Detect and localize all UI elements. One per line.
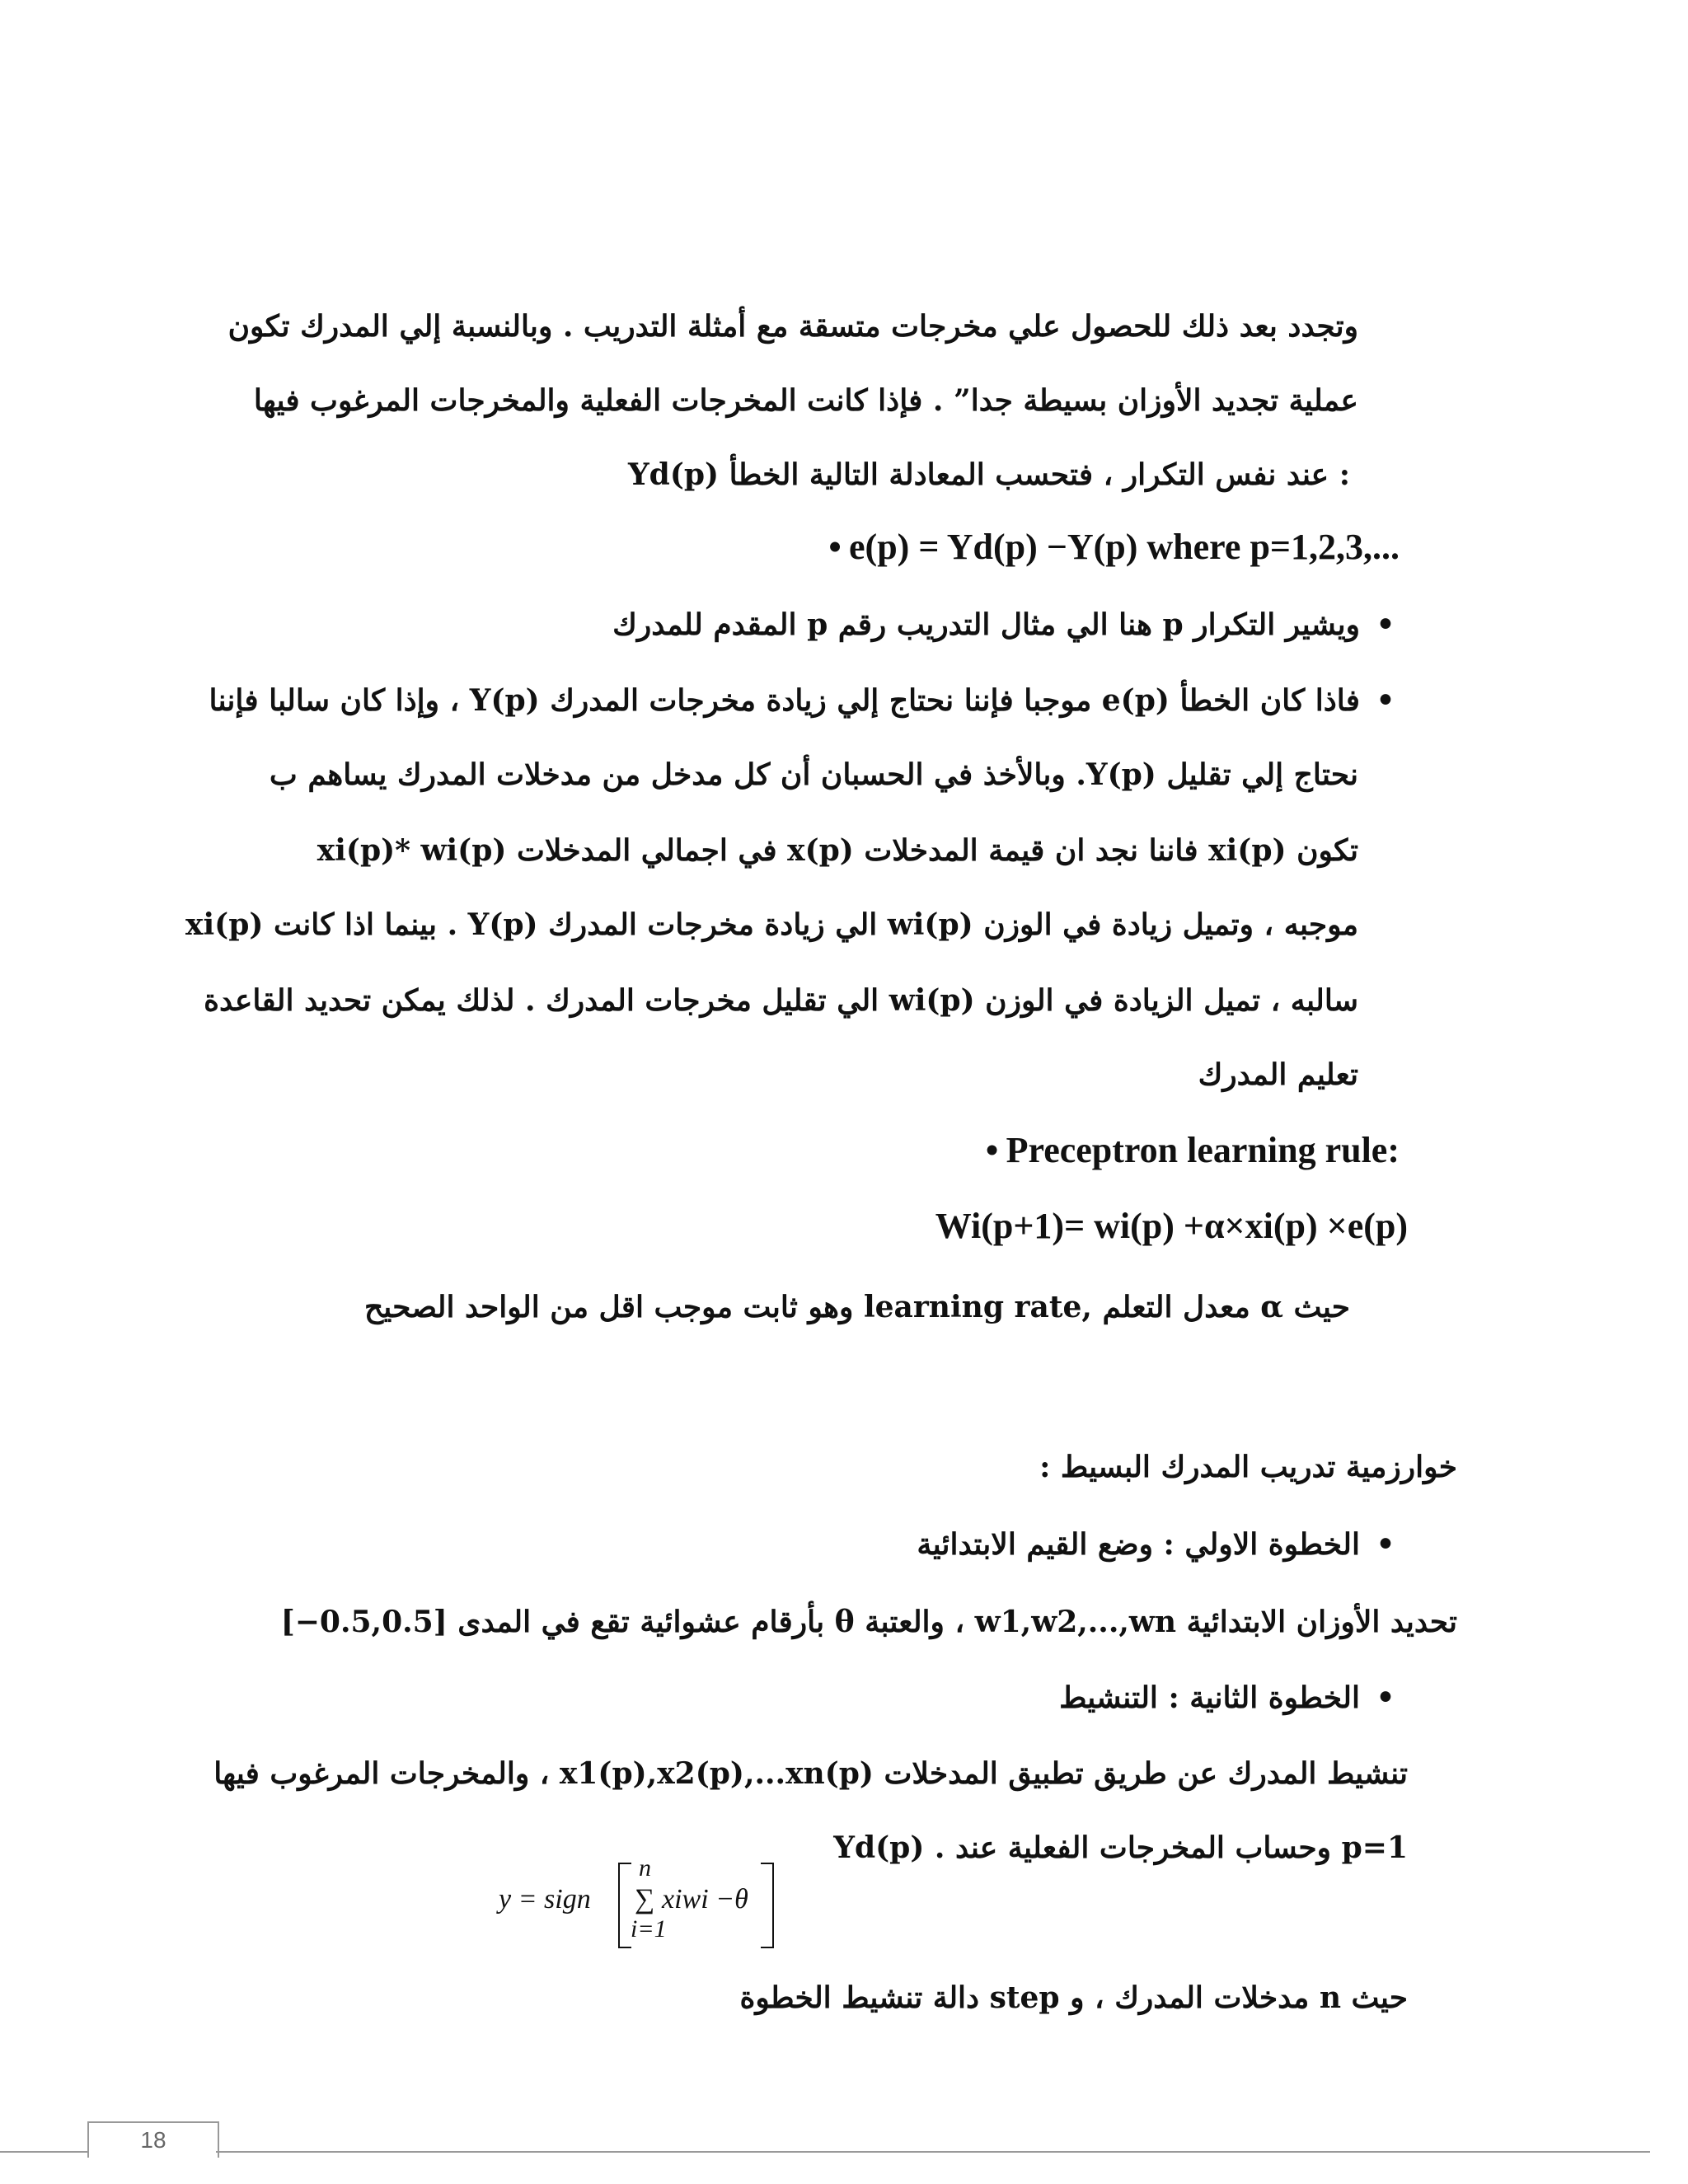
paragraph-line: xi(p)* wi(p) في اجمالي المدخلات x(p) فاننا نجد ان قيمة المدخلات xi(p) تكون: [316, 833, 1358, 868]
sigma-symbol: ∑: [635, 1884, 655, 1915]
activation-formula: [499, 1854, 779, 1945]
paragraph-line: سالبه ، تميل الزيادة في الوزن wi(p) الي تقليل مخرجات المدرك . لذلك يمكن تحديد القاعدة: [204, 983, 1358, 1018]
formula-lhs: y = sign: [499, 1884, 591, 1915]
perceptron-rule-heading: • Preceptron learning rule:: [967, 1131, 1400, 1170]
bullet-error-sign: • فاذا كان الخطأ e(p) موجبا فإننا نحتاج إلي زيادة مخرجات المدرك Y(p) ، وإذا كان سالبا فإننا: [209, 681, 1400, 720]
error-equation: • e(p) = Yd(p) −Y(p) where p=1,2,3,...: [809, 527, 1400, 567]
paragraph-line: حيث n مدخلات المدرك ، و step دالة تنشيط الخطوة: [739, 1980, 1408, 2015]
paragraph-line: Yd(p) . وحساب المخرجات الفعلية عند p=1: [833, 1830, 1408, 1865]
algorithm-heading: خوارزمية تدريب المدرك البسيط :: [1039, 1450, 1457, 1484]
right-bracket: [761, 1863, 774, 1948]
paragraph-line: وتجدد بعد ذلك للحصول علي مخرجات متسقة مع أمثلة التدريب . وبالنسبة إلي المدرك تكون: [227, 309, 1358, 344]
paragraph-line: عملية تجديد الأوزان بسيطة جدا” . فإذا كانت المخرجات الفعلية والمخرجات المرغوب فيها: [253, 383, 1358, 418]
paragraph-line: تنشيط المدرك عن طريق تطبيق المدخلات x1(p),x2(p),...xn(p) ، والمخرجات المرغوب فيها: [213, 1756, 1408, 1791]
paragraph-line: تعليم المدرك: [1198, 1057, 1358, 1092]
sum-expression: xiwi −θ: [662, 1884, 748, 1915]
page-number: 18: [87, 2121, 219, 2158]
step-one: • الخطوة الاولي : وضع القيم الابتدائية: [917, 1525, 1400, 1564]
paragraph-line: نحتاج إلي تقليل Y(p). وبالأخذ في الحسبان أن كل مدخل من مدخلات المدرك يساهم ب: [269, 757, 1358, 792]
left-bracket: [618, 1863, 631, 1948]
sum-lower-limit: i=1: [631, 1915, 667, 1943]
learning-rate-note: حيث α معدل التعلم ,learning rate وهو ثابت موجب اقل من الواحد الصحيح: [363, 1290, 1350, 1324]
step-two: • الخطوة الثانية : التنشيط: [1059, 1678, 1400, 1718]
weight-update-equation: Wi(p+1)= wi(p) +α×xi(p) ×e(p): [935, 1206, 1408, 1246]
bullet-iteration: • ويشير التكرار p هنا الي مثال التدريب رقم p المقدم للمدرك: [612, 605, 1400, 644]
paragraph-line: Yd(p) عند نفس التكرار ، فتحسب المعادلة التالية الخطأ :: [627, 457, 1350, 492]
footer-rule: [0, 2151, 87, 2153]
sum-upper-limit: n: [639, 1854, 651, 1882]
paragraph-line: موجبه ، وتميل زيادة في الوزن wi(p) الي زيادة مخرجات المدرك Y(p) . بينما اذا كانت xi(p): [185, 907, 1358, 942]
paragraph-line: تحديد الأوزان الابتدائية w1,w2,...,wn ، والعتبة θ بأرقام عشوائية تقع في المدى [0.5,0.5−]: [280, 1605, 1457, 1639]
footer-rule: [216, 2151, 1650, 2153]
